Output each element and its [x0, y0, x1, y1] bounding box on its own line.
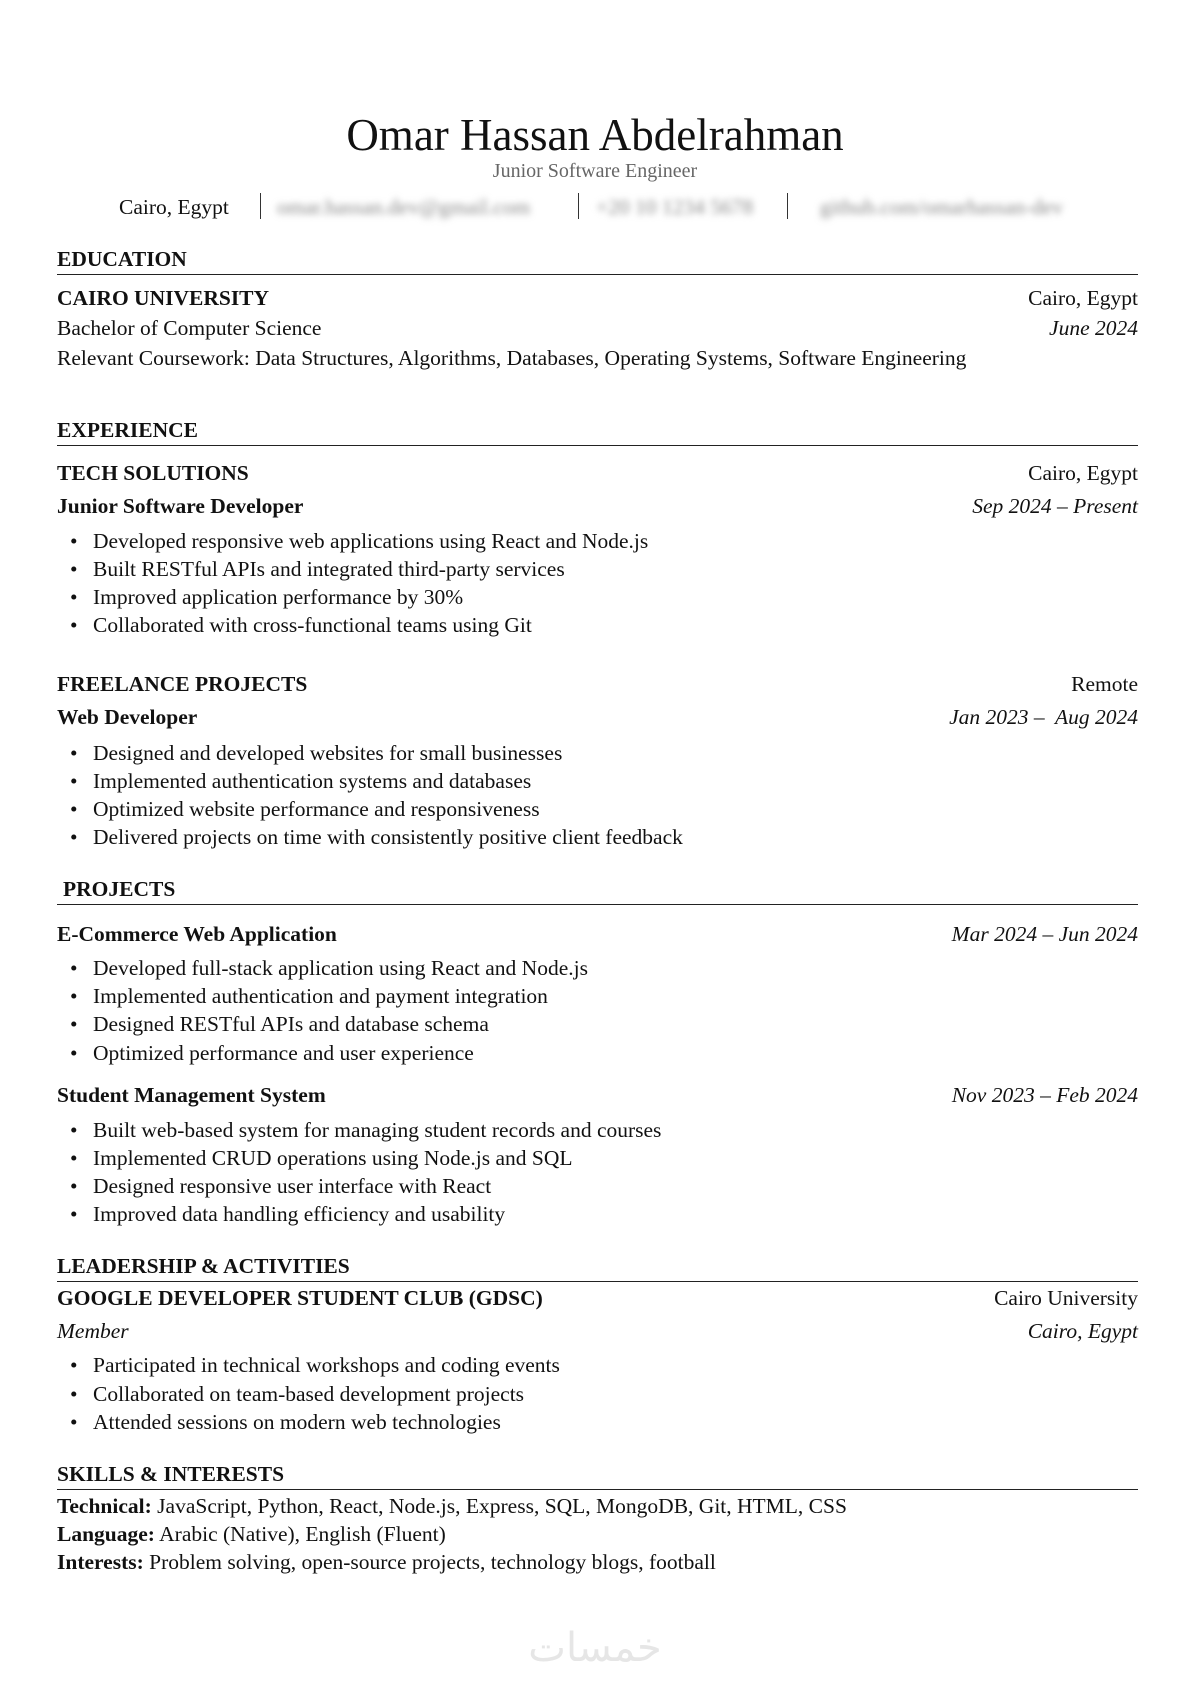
job-role: Web Developer [57, 705, 198, 729]
list-item [70, 823, 683, 851]
bullet-text: Improved data handling efficiency and usability [93, 1202, 506, 1226]
org-role-row [57, 1317, 1138, 1345]
bullet-icon: • [70, 1041, 78, 1065]
project-row [57, 920, 1138, 948]
bullet-icon: • [70, 557, 78, 581]
org-role-location: Cairo, Egypt [1027, 1319, 1138, 1343]
project-date: Mar 2024 – Jun 2024 [951, 922, 1138, 946]
bullet-icon: • [70, 956, 78, 980]
list-item [70, 1172, 491, 1200]
job-role: Junior Software Developer [57, 494, 304, 518]
degree: Bachelor of Computer Science [57, 316, 322, 340]
bullet-icon: • [70, 1012, 78, 1036]
project-name: E-Commerce Web Application [57, 922, 337, 946]
section-leadership: LEADERSHIP & ACTIVITIES [57, 1252, 1138, 1282]
education-school-row [57, 284, 1138, 312]
contact-email[interactable]: omar.hassan.dev@gmail.com [277, 195, 531, 219]
resume-title: Junior Software Engineer [492, 160, 698, 182]
contact-phone[interactable]: +20 10 1234 5678 [596, 195, 754, 219]
job-company-row [57, 459, 1138, 487]
divider [260, 193, 261, 219]
bullet-icon: • [70, 1202, 78, 1226]
bullet-icon: • [70, 1118, 78, 1142]
job-location: Remote [1071, 672, 1138, 696]
project-row [57, 1081, 1138, 1109]
list-item [70, 767, 531, 795]
list-item [70, 1380, 524, 1408]
job-date: Sep 2024 – Present [972, 494, 1138, 518]
bullet-text: Developed full-stack application using React and Node.js [93, 956, 588, 980]
school-name: CAIRO UNIVERSITY [57, 286, 270, 310]
education-degree-row [57, 314, 1138, 342]
bullet-text: Designed RESTful APIs and database schema [93, 1012, 489, 1036]
bullet-text: Implemented authentication and payment integration [93, 984, 548, 1008]
skills-line [57, 1520, 1138, 1548]
bullet-icon: • [70, 1410, 78, 1434]
skills-value: Problem solving, open-source projects, technology blogs, football [143, 1550, 716, 1574]
bullet-icon: • [70, 613, 78, 637]
bullet-icon: • [70, 984, 78, 1008]
contact-location: Cairo, Egypt [119, 195, 229, 219]
skills-line [57, 1492, 1138, 1520]
bullet-text: Built RESTful APIs and integrated third-party services [93, 557, 565, 581]
degree-date: June 2024 [1049, 316, 1138, 340]
bullet-icon: • [70, 1382, 78, 1406]
job-role-row [57, 703, 1138, 731]
company: FREELANCE PROJECTS [57, 672, 308, 696]
bullet-text: Developed responsive web applications using React and Node.js [93, 529, 649, 553]
skills-value: Arabic (Native), English (Fluent) [154, 1522, 446, 1546]
job-role-row [57, 492, 1138, 520]
job-company-row [57, 670, 1138, 698]
bullet-icon: • [70, 797, 78, 821]
org-name: GOOGLE DEVELOPER STUDENT CLUB (GDSC) [57, 1286, 543, 1310]
list-item [70, 1039, 474, 1067]
list-item [70, 795, 540, 823]
bullet-text: Participated in technical workshops and coding events [93, 1353, 560, 1377]
skills-label: Interests: [57, 1550, 144, 1574]
list-item [70, 555, 565, 583]
bullet-text: Collaborated with cross-functional teams using Git [93, 613, 532, 637]
list-item [70, 1200, 505, 1228]
list-item [70, 1116, 661, 1144]
list-item [70, 954, 588, 982]
bullet-text: Implemented CRUD operations using Node.js and SQL [93, 1146, 573, 1170]
skills-label: Language: [57, 1522, 155, 1546]
watermark-logo: خمسات [528, 1625, 662, 1671]
project-date: Nov 2023 – Feb 2024 [951, 1083, 1138, 1107]
bullet-icon: • [70, 1146, 78, 1170]
contact-github[interactable]: github.com/omarhassan-dev [820, 195, 1064, 219]
project-name: Student Management System [57, 1083, 326, 1107]
bullet-text: Improved application performance by 30% [93, 585, 464, 609]
org-row [57, 1284, 1138, 1312]
bullet-text: Collaborated on team-based development projects [93, 1382, 525, 1406]
divider [578, 193, 579, 219]
resume-name: Omar Hassan Abdelrahman [346, 110, 844, 160]
bullet-text: Attended sessions on modern web technologies [93, 1410, 501, 1434]
job-location: Cairo, Egypt [1028, 461, 1138, 485]
bullet-icon: • [70, 825, 78, 849]
list-item [70, 611, 532, 639]
skills-label: Technical: [57, 1494, 152, 1518]
job-date: Jan 2023 – Aug 2024 [949, 705, 1138, 729]
coursework-row [57, 344, 1138, 372]
list-item [70, 527, 648, 555]
school-location: Cairo, Egypt [1028, 286, 1138, 310]
bullet-icon: • [70, 769, 78, 793]
bullet-text: Designed and developed websites for small businesses [93, 741, 563, 765]
org-location: Cairo University [994, 1286, 1138, 1310]
org-role: Member [57, 1319, 129, 1343]
skills-line [57, 1548, 1138, 1576]
section-projects: PROJECTS [57, 875, 1138, 905]
list-item [70, 1010, 489, 1038]
section-experience: EXPERIENCE [57, 416, 1138, 446]
bullet-icon: • [70, 1174, 78, 1198]
bullet-text: Delivered projects on time with consistently positive client feedback [93, 825, 683, 849]
divider [787, 193, 788, 219]
bullet-text: Designed responsive user interface with React [93, 1174, 492, 1198]
bullet-text: Implemented authentication systems and databases [93, 769, 532, 793]
bullet-text: Optimized performance and user experience [93, 1041, 474, 1065]
list-item [70, 982, 548, 1010]
list-item [70, 1144, 573, 1172]
list-item [70, 1408, 501, 1436]
list-item [70, 739, 562, 767]
bullet-icon: • [70, 1353, 78, 1377]
skills-value: JavaScript, Python, React, Node.js, Express, SQL, MongoDB, Git, HTML, CSS [151, 1494, 847, 1518]
list-item [70, 583, 463, 611]
company: TECH SOLUTIONS [57, 461, 249, 485]
section-skills: SKILLS & INTERESTS [57, 1460, 1138, 1490]
bullet-icon: • [70, 585, 78, 609]
bullet-text: Built web-based system for managing student records and courses [93, 1118, 662, 1142]
section-education: EDUCATION [57, 245, 1138, 275]
list-item [70, 1351, 560, 1379]
coursework: Relevant Coursework: Data Structures, Algorithms, Databases, Operating Systems, Software Engineering [57, 346, 967, 370]
bullet-icon: • [70, 741, 78, 765]
bullet-icon: • [70, 529, 78, 553]
bullet-text: Optimized website performance and responsiveness [93, 797, 540, 821]
